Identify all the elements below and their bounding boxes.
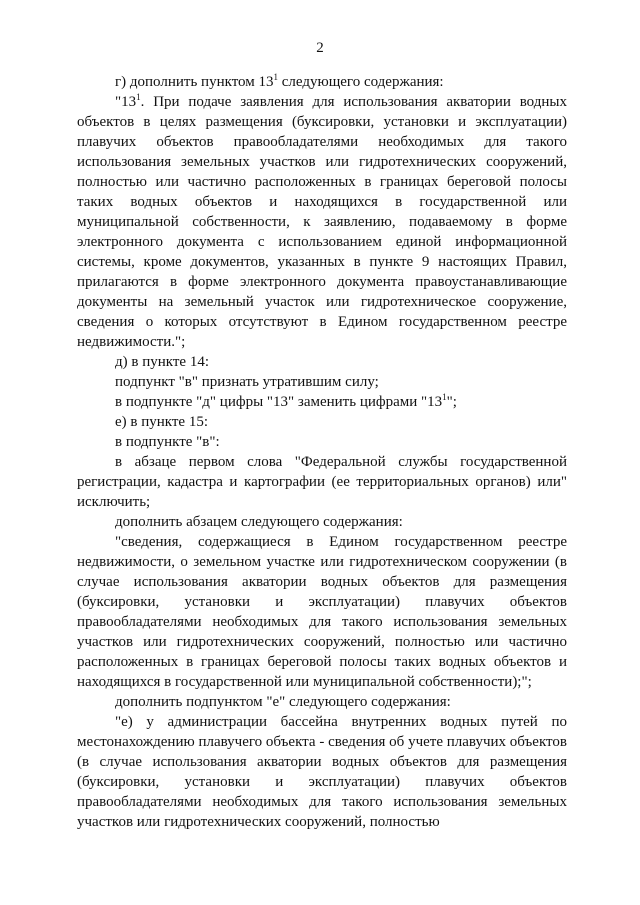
paragraph-text: "сведения, содержащиеся в Едином государственном реестре недвижимости, о земельном участке или гидротехническом сооружении (в случае использования акватории водных объектов для размещения (буксировки, установки и эксплуатации) плавучих объектов правообладателями необходимых для такого использования земельных участков или гидротехнических сооружений, полностью или частично расположенных в границах береговой полосы таких водных объектов и находящихся в государственной или муниципальной собственности);"; [77, 534, 567, 690]
paragraph-text: в абзаце первом слова "Федеральной службы государственной регистрации, кадастра и картографии (ее территориальных органов) или" исключить; [77, 454, 567, 510]
paragraph-text: в подпункте "д" цифры "13" заменить цифрами "13 [115, 394, 443, 410]
paragraph [77, 512, 567, 532]
paragraph [77, 352, 567, 372]
paragraph [77, 72, 567, 92]
paragraph-text: г) дополнить пунктом 13 [115, 74, 274, 90]
paragraph-text: следующего содержания: [278, 74, 444, 90]
paragraph [77, 392, 567, 412]
paragraph [77, 372, 567, 392]
paragraph [77, 532, 567, 692]
paragraph [77, 712, 567, 832]
paragraph-text: д) в пункте 14: [115, 354, 209, 370]
paragraph-text: "е) у администрации бассейна внутренних водных путей по местонахождению плавучего объекта - сведения об учете плавучих объектов (в случае использования акватории водных объектов для размещения (буксировки, установки и эксплуатации) плавучих объектов правообладателями необходимых для такого использования земельных участков или гидротехнических сооружений, полностью [77, 714, 567, 830]
paragraph-text: в подпункте "в": [115, 434, 220, 450]
paragraph [77, 452, 567, 512]
paragraph-text: "; [446, 394, 457, 410]
paragraph-text: "13 [115, 94, 137, 110]
paragraph [77, 432, 567, 452]
page-number: 2 [316, 40, 324, 56]
paragraph-text: дополнить абзацем следующего содержания: [115, 514, 403, 530]
paragraph [77, 412, 567, 432]
superscript: 1 [136, 92, 141, 102]
paragraph-text: е) в пункте 15: [115, 414, 209, 430]
paragraph-text: . При подаче заявления для использования акватории водных объектов в целях размещения (буксировки, установки и эксплуатации) плавучих объектов правообладателями необходимых для такого использования земельных участков или гидротехнических сооружений, полностью или частично расположенных в границах береговой полосы таких водных объектов и находящихся в государственной или муниципальной собственности, к заявлению, подаваемому в форме электронного документа с использованием единой информационной системы, кроме документов, указанных в пункте 9 настоящих Правил, прилагаются в форме электронного документа правоустанавливающие документы на земельный участок или гидротехническое сооружение, сведения о которых отсутствуют в Едином государственном реестре недвижимости."; [77, 94, 567, 350]
paragraph [77, 92, 567, 352]
paragraph-text: подпункт "в" признать утратившим силу; [115, 374, 379, 390]
paragraph-text: дополнить подпунктом "е" следующего содержания: [115, 694, 451, 710]
superscript: 1 [442, 392, 447, 402]
paragraph [77, 692, 567, 712]
superscript: 1 [273, 72, 279, 82]
document-body [77, 72, 567, 832]
